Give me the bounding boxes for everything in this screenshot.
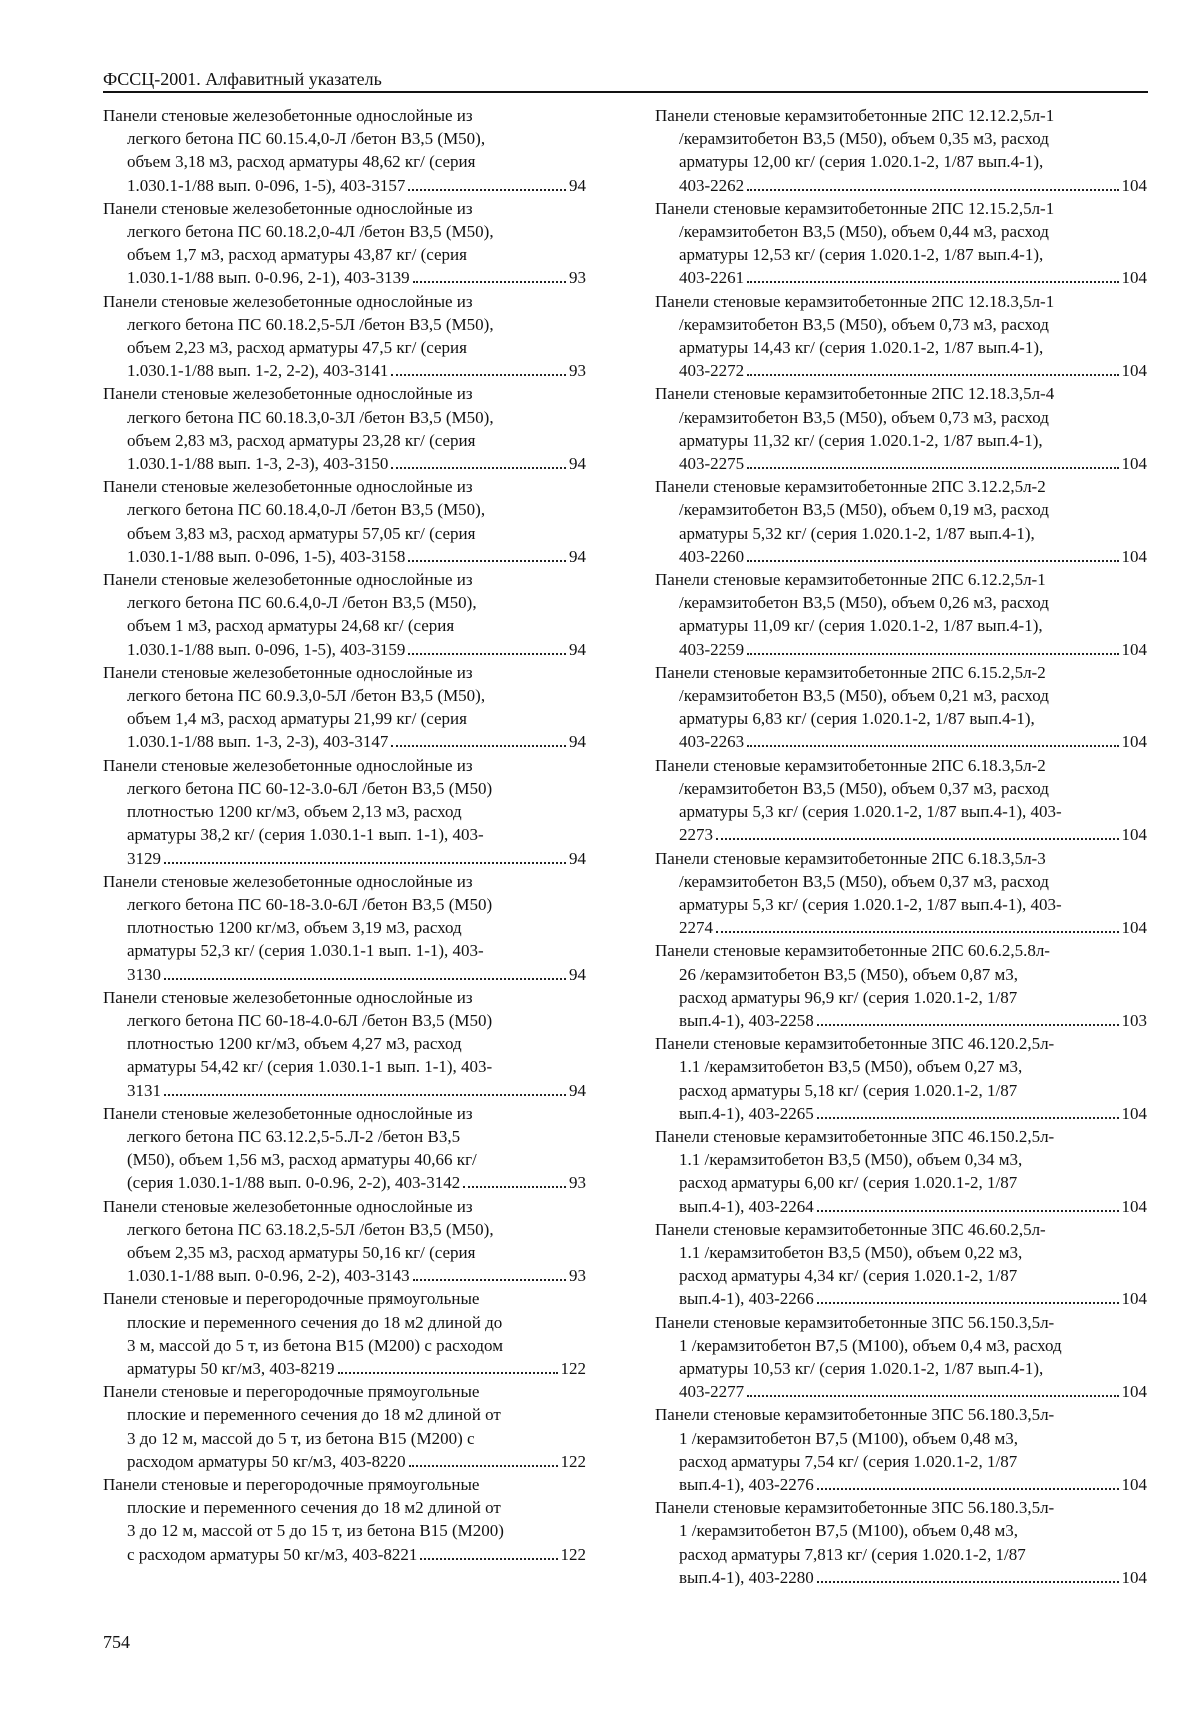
page-number: 754 [103,1632,130,1652]
entry-line: /керамзитобетон B3,5 (M50), объем 0,73 м3, расход [679,407,1049,427]
index-entry [655,568,1147,661]
entry-line: 403-2259 [679,639,745,659]
dot-leader [408,189,566,191]
entry-line: 3 до 12 м, массой от 5 до 15 т, из бетона B15 (M200) [127,1521,504,1541]
entry-page-ref: 104 [1121,825,1147,845]
entry-line: арматуры 50 кг/м3, 403-8219 [127,1358,335,1378]
entry-line: плоские и переменного сечения до 18 м2 длиной от [127,1498,501,1518]
entry-page-ref: 104 [1121,1474,1147,1494]
entry-line: расход арматуры 6,00 кг/ (серия 1.020.1-2, 1/87 [679,1173,1018,1193]
entry-line: Панели стеновые железобетонные однослойные из [103,1103,473,1123]
index-entry [655,1403,1147,1496]
index-entry [655,1311,1147,1404]
entry-page-ref: 94 [569,639,586,659]
dot-leader [747,281,1118,283]
dot-leader [391,467,566,469]
entry-line: 403-2260 [679,546,745,566]
entry-line: легкого бетона ПС 60.18.3,0-3Л /бетон B3,5 (M50), [127,407,494,427]
index-entry [103,870,586,986]
entry-page-ref: 94 [569,546,586,566]
entry-line: 1.030.1-1/88 вып. 1-3, 2-3), 403-3150 [127,454,389,474]
index-entry [103,986,586,1102]
dot-leader [409,1465,558,1467]
entry-line: вып.4-1), 403-2266 [679,1289,814,1309]
entry-last-line [655,1195,1147,1218]
index-entry [655,1496,1147,1589]
entry-line: Панели стеновые железобетонные однослойные из [103,384,473,404]
entry-line: арматуры 11,09 кг/ (серия 1.020.1-2, 1/87 вып.4-1), [679,616,1043,636]
entry-line: объем 3,83 м3, расход арматуры 57,05 кг/ (серия [127,523,476,543]
entry-line: 2274 [679,918,713,938]
entry-line: объем 2,23 м3, расход арматуры 47,5 кг/ (серия [127,338,467,358]
entry-line: плоские и переменного сечения до 18 м2 длиной до [127,1312,503,1332]
dot-leader [747,467,1118,469]
entry-page-ref: 104 [1121,639,1147,659]
index-entry [103,104,586,197]
entry-page-ref: 103 [1121,1010,1147,1030]
entry-last-line [103,1264,586,1287]
entry-line: плоские и переменного сечения до 18 м2 длиной от [127,1405,501,1425]
entry-line: /керамзитобетон B3,5 (M50), объем 0,21 м3, расход [679,686,1049,706]
entry-line: 1.030.1-1/88 вып. 0-0.96, 2-2), 403-3143 [127,1266,410,1286]
index-entry [655,1032,1147,1125]
entry-page-ref: 93 [569,361,586,381]
entry-line: Панели стеновые и перегородочные прямоугольные [103,1474,480,1494]
entry-page-ref: 94 [569,454,586,474]
entry-line: Панели стеновые железобетонные однослойные из [103,987,473,1007]
entry-line: 3 м, массой до 5 т, из бетона B15 (M200) с расходом [127,1335,503,1355]
entry-last-line [655,1009,1147,1032]
entry-page-ref: 104 [1121,454,1147,474]
entry-page-ref: 94 [569,732,586,752]
entry-last-line [655,1566,1147,1589]
entry-last-line [103,847,586,870]
entry-line: 1.030.1-1/88 вып. 0-096, 1-5), 403-3157 [127,175,406,195]
entry-line: плотностью 1200 кг/м3, объем 2,13 м3, расход [127,802,462,822]
entry-last-line [655,730,1147,753]
entry-line: Панели стеновые железобетонные однослойные из [103,477,473,497]
header-title: ФССЦ-2001. Алфавитный указатель [103,69,382,89]
entry-page-ref: 104 [1121,268,1147,288]
entry-line: арматуры 5,3 кг/ (серия 1.020.1-2, 1/87 вып.4-1), 403- [679,802,1062,822]
entry-line: Панели стеновые железобетонные однослойные из [103,106,473,125]
entry-last-line [103,1543,586,1566]
entry-line: Панели стеновые керамзитобетонные 3ПС 56.180.3,5л- [655,1405,1055,1425]
entry-line: легкого бетона ПС 60-18-3.0-6Л /бетон B3,5 (M50) [127,894,493,914]
entry-line: /керамзитобетон B3,5 (M50), объем 0,37 м3, расход [679,871,1049,891]
entry-last-line [655,174,1147,197]
entry-line: 403-2275 [679,454,745,474]
entry-page-ref: 104 [1121,732,1147,752]
entry-last-line [655,1380,1147,1403]
entry-line: легкого бетона ПС 60.18.4,0-Л /бетон B3,5 (M50), [127,500,486,520]
entry-line: Панели стеновые и перегородочные прямоугольные [103,1382,480,1402]
index-entry [103,661,586,754]
entry-line: арматуры 54,42 кг/ (серия 1.030.1-1 вып. 1-1), 403- [127,1057,493,1077]
index-entry [103,1195,586,1288]
entry-line: (M50), объем 1,56 м3, расход арматуры 40,66 кг/ [127,1150,477,1170]
entry-line: Панели стеновые керамзитобетонные 2ПС 3.12.2,5л-2 [655,477,1046,497]
dot-leader [413,281,566,283]
entry-line: Панели стеновые керамзитобетонные 2ПС 6.12.2,5л-1 [655,570,1046,590]
entry-line: легкого бетона ПС 63.12.2,5-5.Л-2 /бетон B3,5 [127,1126,461,1146]
entry-page-ref: 104 [1121,1382,1147,1402]
index-entry [103,475,586,568]
entry-page-ref: 122 [560,1451,586,1471]
entry-line: легкого бетона ПС 60.6.4,0-Л /бетон B3,5 (M50), [127,593,477,613]
entry-line: 26 /керамзитобетон B3,5 (M50), объем 0,87 м3, [679,964,1019,984]
entry-line: 1.030.1-1/88 вып. 0-096, 1-5), 403-3159 [127,639,406,659]
entry-page-ref: 104 [1121,361,1147,381]
dot-leader [747,189,1118,191]
dot-leader [391,374,566,376]
entry-page-ref: 122 [560,1358,586,1378]
index-entry [655,939,1147,1032]
index-entry [655,475,1147,568]
entry-line: Панели стеновые керамзитобетонные 3ПС 46.60.2,5л- [655,1219,1046,1239]
entry-page-ref: 94 [569,964,586,984]
dot-leader [164,862,566,864]
entry-line: Панели стеновые керамзитобетонные 3ПС 56.150.3,5л- [655,1312,1055,1332]
dot-leader [413,1279,566,1281]
entry-line: легкого бетона ПС 60-12-3.0-6Л /бетон B3,5 (M50) [127,778,493,798]
entry-line: 3 до 12 м, массой до 5 т, из бетона B15 (M200) с [127,1428,475,1448]
entry-line: 1.030.1-1/88 вып. 0-096, 1-5), 403-3158 [127,546,406,566]
entry-line: вып.4-1), 403-2264 [679,1196,814,1216]
entry-line: Панели стеновые железобетонные однослойные из [103,662,473,682]
entry-line: 1.1 /керамзитобетон B3,5 (M50), объем 0,34 м3, [679,1150,1023,1170]
entry-line: Панели стеновые керамзитобетонные 3ПС 46.150.2,5л- [655,1126,1055,1146]
index-entry [655,1218,1147,1311]
entry-line: 3130 [127,964,161,984]
entry-line: Панели стеновые керамзитобетонные 3ПС 46.120.2,5л- [655,1034,1055,1054]
entry-line: плотностью 1200 кг/м3, объем 4,27 м3, расход [127,1034,462,1054]
index-entry [655,197,1147,290]
dot-leader [420,1558,557,1560]
entry-last-line [655,266,1147,289]
entry-page-ref: 94 [569,175,586,195]
entry-line: Панели стеновые керамзитобетонные 2ПС 60.6.2,5.8л- [655,941,1050,961]
entry-line: /керамзитобетон B3,5 (M50), объем 0,37 м3, расход [679,778,1049,798]
entry-page-ref: 104 [1121,175,1147,195]
entry-last-line [103,266,586,289]
entry-last-line [103,730,586,753]
entry-line: арматуры 11,32 кг/ (серия 1.020.1-2, 1/87 вып.4-1), [679,430,1043,450]
entry-line: 3129 [127,848,161,868]
entry-page-ref: 104 [1121,918,1147,938]
entry-line: Панели стеновые керамзитобетонные 2ПС 12.12.2,5л-1 [655,106,1055,125]
entry-last-line [103,1450,586,1473]
entry-line: Панели стеновые керамзитобетонные 2ПС 12.15.2,5л-1 [655,198,1055,218]
entry-line: с расходом арматуры 50 кг/м3, 403-8221 [127,1544,418,1564]
entry-last-line [103,638,586,661]
entry-line: Панели стеновые железобетонные однослойные из [103,198,473,218]
entry-page-ref: 122 [560,1544,586,1564]
entry-last-line [655,1473,1147,1496]
entry-line: объем 2,35 м3, расход арматуры 50,16 кг/ (серия [127,1242,476,1262]
dot-leader [817,1581,1119,1583]
index-entry [103,1102,586,1195]
entry-line: арматуры 12,53 кг/ (серия 1.020.1-2, 1/87 вып.4-1), [679,245,1044,265]
entry-line: арматуры 38,2 кг/ (серия 1.030.1-1 вып. 1-1), 403- [127,825,484,845]
entry-last-line [655,916,1147,939]
entry-line: легкого бетона ПС 60-18-4.0-6Л /бетон B3,5 (M50) [127,1010,493,1030]
left-column [103,104,586,1566]
dot-leader [408,560,566,562]
entry-line: 1.030.1-1/88 вып. 1-2, 2-2), 403-3141 [127,361,389,381]
entry-last-line [103,174,586,197]
entry-last-line [655,638,1147,661]
dot-leader [747,374,1118,376]
index-entry [103,382,586,475]
entry-line: 1.1 /керамзитобетон B3,5 (M50), объем 0,27 м3, [679,1057,1023,1077]
entry-line: объем 1,4 м3, расход арматуры 21,99 кг/ (серия [127,709,467,729]
entry-page-ref: 93 [569,1173,586,1193]
entry-page-ref: 94 [569,848,586,868]
dot-leader [817,1302,1119,1304]
entry-line: объем 1,7 м3, расход арматуры 43,87 кг/ (серия [127,245,467,265]
entry-line: вып.4-1), 403-2258 [679,1010,814,1030]
entry-line: 403-2262 [679,175,745,195]
entry-page-ref: 104 [1121,1567,1147,1587]
entry-page-ref: 104 [1121,1289,1147,1309]
entry-line: /керамзитобетон B3,5 (M50), объем 0,19 м3, расход [679,500,1049,520]
entry-line: арматуры 14,43 кг/ (серия 1.020.1-2, 1/87 вып.4-1), [679,338,1044,358]
dot-leader [817,1024,1119,1026]
index-entry [655,847,1147,940]
index-entry [103,197,586,290]
entry-line: Панели стеновые железобетонные однослойные из [103,755,473,775]
entry-line: объем 1 м3, расход арматуры 24,68 кг/ (серия [127,616,455,636]
entry-line: расходом арматуры 50 кг/м3, 403-8220 [127,1451,406,1471]
entry-line: расход арматуры 4,34 кг/ (серия 1.020.1-2, 1/87 [679,1266,1018,1286]
index-entry [655,661,1147,754]
entry-page-ref: 104 [1121,546,1147,566]
entry-line: легкого бетона ПС 60.9.3,0-5Л /бетон B3,5 (M50), [127,686,486,706]
index-entry [655,382,1147,475]
entry-line: /керамзитобетон B3,5 (M50), объем 0,73 м3, расход [679,314,1049,334]
entry-last-line [103,359,586,382]
entry-line: (серия 1.030.1-1/88 вып. 0-0.96, 2-2), 403-3142 [127,1173,461,1193]
dot-leader [391,745,566,747]
dot-leader [817,1488,1119,1490]
entry-line: Панели стеновые керамзитобетонные 2ПС 12.18.3,5л-4 [655,384,1055,404]
entry-line: плотностью 1200 кг/м3, объем 3,19 м3, расход [127,918,462,938]
entry-line: 1.030.1-1/88 вып. 0-0.96, 2-1), 403-3139 [127,268,410,288]
entry-line: Панели стеновые и перегородочные прямоугольные [103,1289,480,1309]
dot-leader [747,653,1118,655]
entry-line: легкого бетона ПС 63.18.2,5-5Л /бетон B3,5 (M50), [127,1219,494,1239]
entry-line: вып.4-1), 403-2265 [679,1103,814,1123]
entry-last-line [103,545,586,568]
index-entry [655,104,1147,197]
entry-line: Панели стеновые керамзитобетонные 2ПС 6.18.3,5л-3 [655,848,1046,868]
page-header [103,68,1148,93]
entry-line: 2273 [679,825,713,845]
entry-line: арматуры 6,83 кг/ (серия 1.020.1-2, 1/87 вып.4-1), [679,709,1035,729]
dot-leader [338,1372,558,1374]
entry-line: арматуры 52,3 кг/ (серия 1.030.1-1 вып. 1-1), 403- [127,941,484,961]
index-entry [103,1287,586,1380]
index-entry [103,1380,586,1473]
dot-leader [817,1117,1119,1119]
entry-page-ref: 94 [569,1080,586,1100]
entry-line: Панели стеновые железобетонные однослойные из [103,871,473,891]
entry-line: Панели стеновые железобетонные однослойные из [103,291,473,311]
entry-page-ref: 104 [1121,1196,1147,1216]
entry-last-line [655,1102,1147,1125]
dot-leader [164,978,566,980]
entry-line: 1 /керамзитобетон B7,5 (M100), объем 0,48 м3, [679,1521,1019,1541]
entry-line: арматуры 10,53 кг/ (серия 1.020.1-2, 1/87 вып.4-1), [679,1358,1044,1378]
entry-line: 3131 [127,1080,161,1100]
entry-line: вып.4-1), 403-2276 [679,1474,814,1494]
entry-line: Панели стеновые железобетонные однослойные из [103,1196,473,1216]
entry-last-line [103,1357,586,1380]
entry-line: Панели стеновые керамзитобетонные 2ПС 12.18.3,5л-1 [655,291,1055,311]
entry-last-line [655,1287,1147,1310]
dot-leader [463,1186,566,1188]
entry-line: арматуры 12,00 кг/ (серия 1.020.1-2, 1/87 вып.4-1), [679,152,1044,172]
entry-line: легкого бетона ПС 60.18.2,5-5Л /бетон B3,5 (M50), [127,314,494,334]
entry-line: /керамзитобетон B3,5 (M50), объем 0,44 м3, расход [679,222,1049,242]
entry-page-ref: 93 [569,268,586,288]
entry-line: /керамзитобетон B3,5 (M50), объем 0,26 м3, расход [679,593,1049,613]
entry-line: 403-2261 [679,268,745,288]
entry-page-ref: 93 [569,1266,586,1286]
index-entry [103,754,586,870]
entry-line: Панели стеновые керамзитобетонные 3ПС 56.180.3,5л- [655,1498,1055,1518]
index-entry [655,290,1147,383]
entry-last-line [655,452,1147,475]
dot-leader [747,1395,1118,1397]
entry-last-line [655,545,1147,568]
dot-leader [747,745,1118,747]
entry-last-line [103,452,586,475]
entry-line: 1 /керамзитобетон B7,5 (M100), объем 0,48 м3, [679,1428,1019,1448]
entry-last-line [655,359,1147,382]
entry-line: расход арматуры 96,9 кг/ (серия 1.020.1-2, 1/87 [679,987,1018,1007]
entry-line: 403-2277 [679,1382,745,1402]
index-entry [103,290,586,383]
right-column [655,104,1147,1589]
index-entry [655,1125,1147,1218]
entry-line: Панели стеновые керамзитобетонные 2ПС 6.18.3,5л-2 [655,755,1046,775]
entry-line: вып.4-1), 403-2280 [679,1567,814,1587]
entry-line: Панели стеновые железобетонные однослойные из [103,570,473,590]
entry-line: 403-2263 [679,732,745,752]
entry-line: 1 /керамзитобетон B7,5 (M100), объем 0,4 м3, расход [679,1335,1062,1355]
entry-line: объем 3,18 м3, расход арматуры 48,62 кг/ (серия [127,152,476,172]
index-entry [103,1473,586,1566]
entry-line: 1.030.1-1/88 вып. 1-3, 2-3), 403-3147 [127,732,389,752]
index-entry [655,754,1147,847]
index-entry [103,568,586,661]
entry-line: расход арматуры 7,813 кг/ (серия 1.020.1-2, 1/87 [679,1544,1026,1564]
entry-line: 1.1 /керамзитобетон B3,5 (M50), объем 0,22 м3, [679,1242,1023,1262]
dot-leader [164,1094,566,1096]
entry-line: /керамзитобетон B3,5 (M50), объем 0,35 м3, расход [679,129,1049,149]
entry-line: легкого бетона ПС 60.15.4,0-Л /бетон B3,5 (M50), [127,129,486,149]
entry-line: 403-2272 [679,361,745,381]
entry-line: арматуры 5,3 кг/ (серия 1.020.1-2, 1/87 вып.4-1), 403- [679,894,1062,914]
entry-line: арматуры 5,32 кг/ (серия 1.020.1-2, 1/87 вып.4-1), [679,523,1035,543]
dot-leader [408,653,566,655]
dot-leader [716,838,1119,840]
entry-last-line [655,823,1147,846]
dot-leader [817,1210,1119,1212]
entry-line: Панели стеновые керамзитобетонные 2ПС 6.15.2,5л-2 [655,662,1046,682]
entry-page-ref: 104 [1121,1103,1147,1123]
dot-leader [716,931,1119,933]
entry-line: расход арматуры 7,54 кг/ (серия 1.020.1-2, 1/87 [679,1451,1018,1471]
entry-last-line [103,1079,586,1102]
entry-last-line [103,1171,586,1194]
entry-line: объем 2,83 м3, расход арматуры 23,28 кг/ (серия [127,430,476,450]
entry-last-line [103,963,586,986]
dot-leader [747,560,1118,562]
entry-line: легкого бетона ПС 60.18.2,0-4Л /бетон B3,5 (M50), [127,222,494,242]
entry-line: расход арматуры 5,18 кг/ (серия 1.020.1-2, 1/87 [679,1080,1018,1100]
